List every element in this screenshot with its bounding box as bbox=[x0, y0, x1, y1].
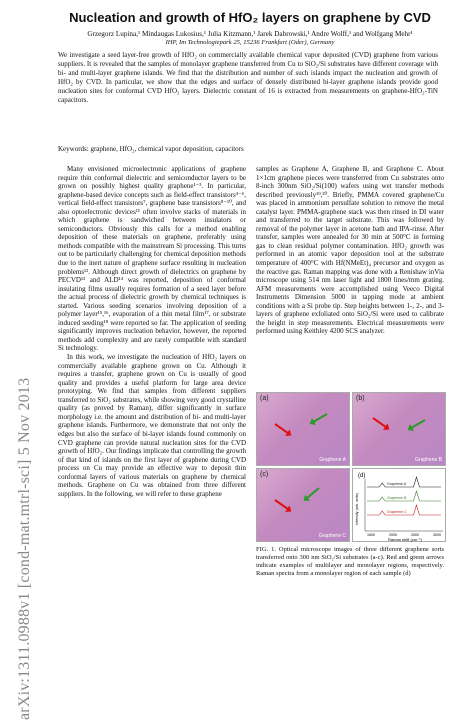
panel-label: (c) bbox=[260, 471, 269, 478]
panel-name: Graphene B bbox=[415, 457, 442, 463]
paragraph: Many envisioned microelectronic applications of graphene require thin conformal dielectric and semiconductor layers to be grown on possibly highest quality graphene¹⁻³. In particular, graphene-based device concepts such as field-effect transistors⁴⁻⁶, vertical field-effect transistors⁷, graphene base transistors⁸⁻¹⁰, and also optoelectronic devices¹¹ often involve stacks of materials in which graphene is sandwiched between insulators or semiconductors. Obviously this calls for a method enabling deposition of these materials on graphene, preferably using methods compatible with the mainstream Si processing. This turns out to be particularly challenging for chemical deposition methods due to the inert nature of graphene surface resulting in nucleation problems¹². Although direct growth of dielectrics on graphene by PECVD¹³ and ALD¹⁴ was reported, deposition of conformal insulating films usually requires formation of a seed layer before the actual process of dielectric growth by chemical techniques is started. Various seeding scenarios involving deposition of a polymer layer¹⁵,¹⁶, evaporation of a thin metal film¹⁷, or substrate induced seeding¹⁸ were reported so far. The application of seeding significantly improves nucleation behavior, however, the reported methods add complexity and are rarely compatible with standard Si technology. bbox=[58, 165, 246, 353]
left-column bbox=[58, 165, 246, 498]
red-arrow-icon bbox=[372, 417, 388, 429]
green-arrow-icon bbox=[305, 487, 320, 500]
panel-label: (a) bbox=[260, 395, 269, 402]
panel-name: Graphene C bbox=[318, 533, 346, 539]
paragraph: In this work, we investigate the nucleation of HfO₂ layers on commercially available graphene grown on Cu. Although it requires a transfer, graphene grown on Cu is usually of good quality and provides a useful platform for large area device prototyping. We find that samples from different suppliers transferred to SiO₂ substrates, while showing very good crystalline quality (as proved by Raman), differ significantly in surface morphology i.e. the amount and distribution of bi- and multi-layer graphene islands. Furthermore, we demonstrate that not only the edges but also the surface of bi-layer islands found commonly on CVD graphene can provide natural nucleation sites for the CVD growth of HfO₂. Our findings implicate that controlling the growth of that kind of islands on the first layer of graphene during CVD process on Cu may provide an effective way to deposit thin conformal layers of various materials on graphene by chemical methods. Graphene on Cu was obtained from three different suppliers. In the following, we will refer to these graphene bbox=[58, 353, 246, 498]
x-tick-label: 2000 bbox=[389, 533, 397, 537]
green-arrow-icon bbox=[409, 419, 426, 430]
x-axis-label: Raman shift (cm⁻¹) bbox=[388, 537, 422, 542]
x-tick-label: 1500 bbox=[367, 533, 375, 537]
trace-label: Graphene A bbox=[387, 482, 407, 486]
panel-label: (d) bbox=[358, 473, 366, 479]
x-tick-label: 3000 bbox=[433, 533, 441, 537]
y-axis-label: Intensity (arb. units) bbox=[355, 493, 359, 525]
panel-c bbox=[256, 468, 350, 542]
panel-b bbox=[352, 392, 446, 466]
arxiv-stamp bbox=[4, 150, 33, 720]
arxiv-id: arXiv:1311.0988v1 [cond-mat.mtrl-sci] 5 Nov 2013 bbox=[16, 377, 33, 720]
raman-spectra-plot bbox=[353, 469, 447, 543]
panel-d bbox=[352, 468, 446, 542]
trace-label: Graphene B bbox=[387, 496, 407, 500]
green-arrow-icon bbox=[311, 413, 328, 424]
abstract: We investigate a seed layer-free growth of HfO₂ on commercially available chemical vapor deposited (CVD) graphene from various suppliers. It is revealed that the samples of monolayer graphene transferred from Cu to SiO₂/Si substrates have different coverage with bi- and multi-layer graphene islands. We find that the distribution and number of such islands impact the nucleation and growth of HfO₂ by CVD. In particular, we show that the edges and surface of densely distributed bi-layer graphene islands provide good nucleation sites for conformal CVD HfO₂ layers. Dielectric constant of 16 is extracted from measurements on graphene-HfO₂-TiN capacitors. bbox=[58, 51, 438, 104]
red-arrow-icon bbox=[274, 423, 290, 435]
red-arrow-icon bbox=[274, 499, 290, 511]
panel-label: (b) bbox=[356, 395, 365, 402]
affiliation: IHP, Im Technologiepark 25, 15236 Frankfurt (Oder), Germany bbox=[165, 39, 335, 46]
figure-1 bbox=[256, 392, 446, 542]
trace-label: Graphene C bbox=[387, 510, 407, 514]
panel-name: Graphene A bbox=[319, 457, 346, 463]
paper-title: Nucleation and growth of HfO₂ layers on graphene by CVD bbox=[69, 10, 431, 25]
x-tick-label: 2500 bbox=[411, 533, 419, 537]
right-column bbox=[256, 165, 444, 336]
author-list: Grzegorz Lupina,¹ Mindaugas Lukosius,¹ Julia Kitzmann,¹ Jarek Dabrowski,¹ Andre Wolff,¹ and Wolfgang Mehr¹ bbox=[87, 30, 413, 38]
keywords: Keywords: graphene, HfO₂, chemical vapor deposition, capacitors bbox=[58, 145, 244, 153]
paragraph: samples as Graphene A, Graphene B, and Graphene C. About 1×1cm graphene pieces were transferred from Cu substrates onto 8-inch 300nm SiO₂/Si(100) wafers using wet transfer methods described previously¹⁹,²⁰. Briefly, PMMA covered graphene/Cu was placed in ammonium persulfate solution to remove the metal catalyst layer. PMMA-graphene stack was then rinsed in DI water and transferred to the target substrate. This was followed by removal of the polymer layer in acetone bath and IPA-rinse. After transfer, samples were annealed for 30 min at 500°C in forming gas to clean residual polymer contamination. HfO₂ growth was performed in an atomic vapor deposition tool at the substrate temperature of 400°C with Hf(NMeEt)₄ precursor and oxygen as the reactive gas. Raman mapping was done with a Renishaw inVia microscope using 514 nm laser light and 1800 lines/mm grating. AFM measurements were accomplished using Veeco Digital Instruments Dimension 5000 in tapping mode at ambient conditions with a Si probe tip. Step heights between 1-, 2-, and 3-layers of graphene exfoliated onto SiO₂/Si were used to calibrate the height in step measurements. Electrical measurements were performed using Keithley 4200 SCS analyzer. bbox=[256, 165, 444, 336]
figure-caption: FIG. 1. Optical microscope images of three different graphene sorts transferred onto 300 nm SiO₂/Si substrates (a-c). Red and green arrows indicate examples of multilayer and monolayer regions, respectively. Raman spectra from a monolayer region of each sample (d) bbox=[256, 546, 444, 577]
panel-a bbox=[256, 392, 350, 466]
